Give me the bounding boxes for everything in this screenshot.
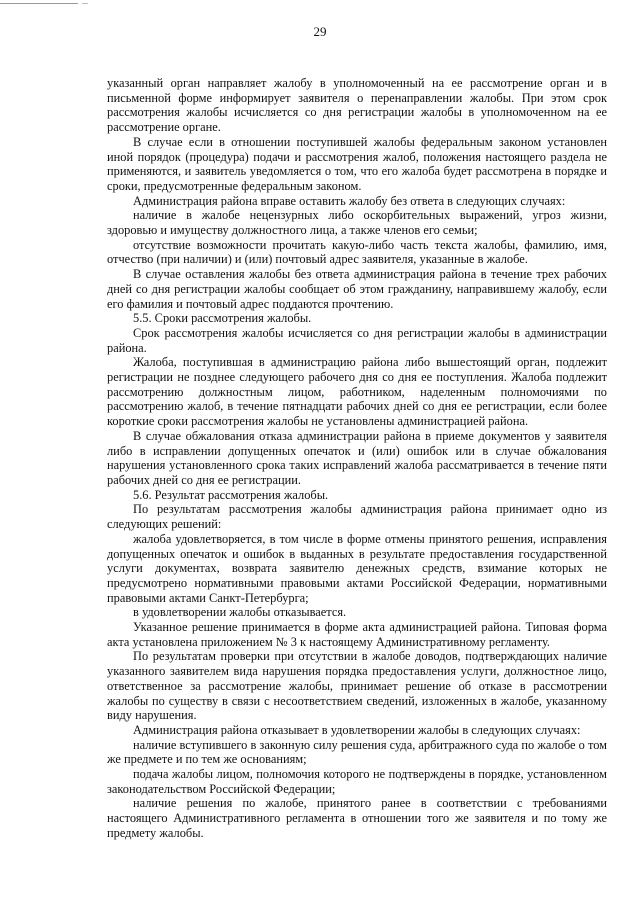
body-text xyxy=(107,76,607,841)
paragraph: Администрация района вправе оставить жалобу без ответа в следующих случаях: xyxy=(133,193,566,208)
section-heading: 5.5. Сроки рассмотрения жалобы. xyxy=(133,311,312,326)
paragraph: В случае оставления жалобы без ответа администрация района в течение трех рабочих дней со дня регистрации жалобы сообщает об этом гражданину, направившему жалобу, если его фамилия и почтовый адрес поддаются прочтению. xyxy=(107,267,607,311)
list-item: подача жалобы лицом, полномочия которого не подтверждены в порядке, установленном законодательством Российской Федерации; xyxy=(107,767,607,796)
paragraph: Администрация района отказывает в удовлетворении жалобы в следующих случаях: xyxy=(133,722,581,737)
list-item: в удовлетворении жалобы отказывается. xyxy=(133,605,347,620)
list-item: наличие в жалобе нецензурных либо оскорбительных выражений, угроз жизни, здоровью и имуществу должностного лица, а также членов его семьи; xyxy=(107,208,607,238)
paragraph: В случае если в отношении поступившей жалобы федеральным законом установлен иной порядок (процедура) подачи и рассмотрения жалоб, положения настоящего раздела не применяются, и заявитель уведомляется о том, что его жалоба будет рассмотрена в порядке и сроки, предусмотренные федеральным законом. xyxy=(107,134,607,193)
paragraph: Срок рассмотрения жалобы исчисляется со дня регистрации жалобы в администрации района. xyxy=(107,325,607,355)
page-number: 29 xyxy=(313,24,327,39)
list-item: наличие решения по жалобе, принятого ранее в соответствии с требованиями настоящего Административного регламента в отношении того же заявителя и по тому же предмету жалобы. xyxy=(107,796,607,840)
paragraph: Жалоба, поступившая в администрацию района либо вышестоящий орган, подлежит регистрации не позднее следующего рабочего дня со дня ее поступления. Жалоба подлежит рассмотрению должностным лицом, работником, наделенным полномочиями по рассмотрению жалоб, в течение пятнадцати рабочих дней со дня ее регистрации, если более короткие сроки рассмотрения жалобы не установлены администрацией района. xyxy=(107,355,607,429)
list-item: отсутствие возможности прочитать какую-либо часть текста жалобы, фамилию, имя, отчество (при наличии) и (или) почтовый адрес заявителя, указанные в жалобе. xyxy=(107,237,607,267)
section-heading: 5.6. Результат рассмотрения жалобы. xyxy=(133,487,329,502)
paragraph: указанный орган направляет жалобу в уполномоченный на ее рассмотрение орган и в письменной форме информирует заявителя о перенаправлении жалобы. При этом срок рассмотрения жалобы исчисляется со дня регистрации жалобы в уполномоченном на ее рассмотрение органе. xyxy=(107,76,607,135)
list-item: наличие вступившего в законную силу решения суда, арбитражного суда по жалобе о том же предмете и по тем же основаниям; xyxy=(107,737,607,767)
paragraph: В случае обжалования отказа администрации района в приеме документов у заявителя либо в исправлении допущенных опечаток и (или) ошибок или в случае обжалования нарушения установленного срока таких исправлений жалоба рассматривается в течение пяти рабочих дней со дня ее регистрации. xyxy=(107,428,607,487)
paragraph: Указанное решение принимается в форме акта администрацией района. Типовая форма акта установлена приложением № 3 к настоящему Административному регламенту. xyxy=(107,620,607,649)
paragraph: По результатам рассмотрения жалобы администрация района принимает одно из следующих решений: xyxy=(107,502,607,532)
paragraph: По результатам проверки при отсутствии в жалобе доводов, подтверждающих наличие указанного заявителем вида нарушения порядка предоставления услуги, должностное лицо, ответственное за рассмотрение жалобы, принимает решение об отказе в рассмотрении жалобы по существу в связи с несоответствием сведений, изложенных в жалобе, указанному виду нарушения. xyxy=(107,649,607,723)
list-item: жалоба удовлетворяется, в том числе в форме отмены принятого решения, исправления допущенных опечаток и ошибок в выданных в результате предоставления государственной услуги документах, возврата заявителю денежных средств, взимание которых не предусмотрено нормативными правовыми актами Российской Федерации, нормативными правовыми актами Санкт-Петербурга; xyxy=(107,531,607,605)
scan-corner-mark xyxy=(0,0,78,4)
